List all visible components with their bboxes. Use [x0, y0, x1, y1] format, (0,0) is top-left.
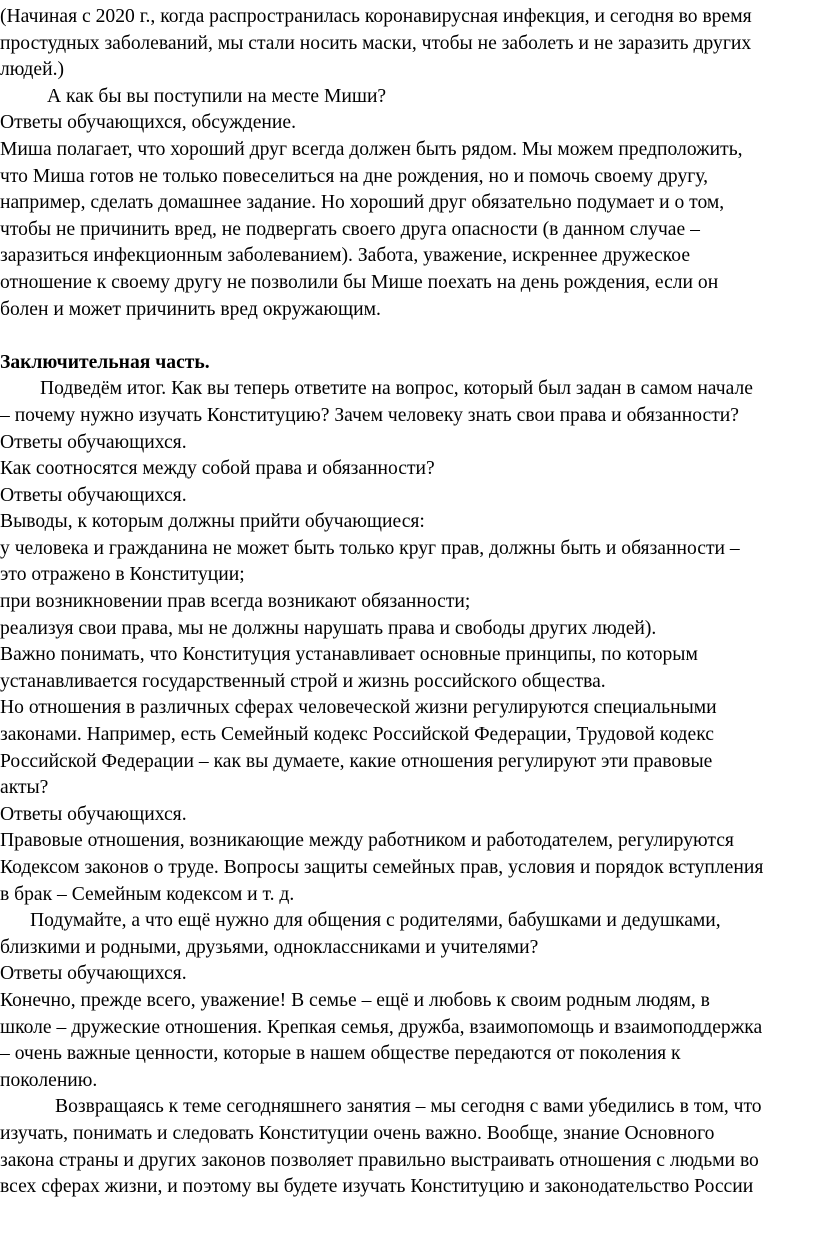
- misha-paragraph-line-5: заразиться инфекционным заболеванием). Забота, уважение, искреннее дружеское: [0, 245, 691, 267]
- return-line-1: Возвращаясь к теме сегодняшнего занятия – мы сегодня с вами убедились в том, что: [55, 1096, 762, 1118]
- respect-line-1: Конечно, прежде всего, уважение! В семье – ещё и любовь к своим родным людям, в: [0, 989, 710, 1011]
- conclusions-intro: Выводы, к которым должны прийти обучающиеся:: [0, 511, 425, 533]
- blank-line: [0, 323, 816, 350]
- constitution-line-2: устанавливается государственный строй и жизнь российского общества.: [0, 670, 606, 692]
- respect-line-4: поколению.: [0, 1069, 98, 1091]
- misha-paragraph-line-6: отношение к своему другу не позволили бы Мише поехать на день рождения, если он: [0, 271, 719, 293]
- codes-line-3: в брак – Семейным кодексом и т. д.: [0, 883, 295, 905]
- respect-line-2: школе – дружеские отношения. Крепкая семья, дружба, взаимопомощь и взаимоподдержка: [0, 1016, 763, 1038]
- summary-line-2: – почему нужно изучать Конституцию? Зачем человеку знать свои права и обязанности?: [0, 404, 739, 426]
- intro-line-1: (Начиная с 2020 г., когда распространилась коронавирусная инфекция, и сегодня во время: [0, 6, 752, 27]
- laws-line-4: акты?: [0, 777, 49, 799]
- conclusion-line-1: у человека и гражданина не может быть только круг прав, должны быть и обязанности –: [0, 537, 740, 559]
- intro-line-2: простудных заболеваний, мы стали носить маски, чтобы не заболеть и не заразить других: [0, 32, 752, 54]
- answers-1: Ответы обучающихся.: [0, 431, 187, 453]
- final-section-heading: Заключительная часть.: [0, 351, 210, 373]
- answers-discussion: Ответы обучающихся, обсуждение.: [0, 112, 297, 134]
- misha-paragraph-line-2: что Миша готов не только повеселиться на дне рождения, но и помочь своему другу,: [0, 165, 709, 187]
- answers-4: Ответы обучающихся.: [0, 963, 187, 985]
- return-line-3: закона страны и других законов позволяет правильно выстраивать отношения с людьми во: [0, 1149, 759, 1171]
- think-line-2: близкими и родными, друзьями, одноклассниками и учителями?: [0, 936, 539, 958]
- laws-line-2: законами. Например, есть Семейный кодекс Российской Федерации, Трудовой кодекс: [0, 724, 714, 746]
- conclusion-line-3: при возникновении прав всегда возникают обязанности;: [0, 591, 471, 613]
- summary-line-1: Подведём итог. Как вы теперь ответите на вопрос, который был задан в самом начале: [40, 378, 753, 400]
- conclusion-line-2: это отражено в Конституции;: [0, 564, 245, 586]
- misha-paragraph-line-1: Миша полагает, что хороший друг всегда должен быть рядом. Мы можем предположить,: [0, 138, 743, 160]
- question-misha: А как бы вы поступили на месте Миши?: [47, 85, 387, 107]
- return-line-2: изучать, понимать и следовать Конституции очень важно. Вообще, знание Основного: [0, 1122, 715, 1144]
- laws-line-3: Российской Федерации – как вы думаете, какие отношения регулируют эти правовые: [0, 750, 713, 772]
- return-line-4: всех сферах жизни, и поэтому вы будете изучать Конституцию и законодательство России: [0, 1176, 754, 1198]
- codes-line-2: Кодексом законов о труде. Вопросы защиты семейных прав, условия и порядок вступления: [0, 857, 764, 878]
- rights-question: Как соотносятся между собой права и обязанности?: [0, 458, 435, 480]
- intro-line-3: людей.): [0, 59, 64, 81]
- constitution-line-1: Важно понимать, что Конституция устанавливает основные принципы, по которым: [0, 644, 698, 666]
- answers-3: Ответы обучающихся.: [0, 803, 187, 825]
- respect-line-3: – очень важные ценности, которые в нашем обществе передаются от поколения к: [0, 1043, 681, 1065]
- misha-paragraph-line-7: болен и может причинить вред окружающим.: [0, 298, 381, 320]
- misha-paragraph-line-3: например, сделать домашнее задание. Но хороший друг обязательно подумает и о том,: [0, 192, 725, 214]
- codes-line-1: Правовые отношения, возникающие между работником и работодателем, регулируются: [0, 830, 734, 852]
- conclusion-line-4: реализуя свои права, мы не должны нарушать права и свободы других людей).: [0, 617, 657, 639]
- laws-line-1: Но отношения в различных сферах человеческой жизни регулируются специальными: [0, 697, 717, 719]
- think-line-1: Подумайте, а что ещё нужно для общения с родителями, бабушками и дедушками,: [30, 910, 721, 932]
- answers-2: Ответы обучающихся.: [0, 484, 187, 506]
- misha-paragraph-line-4: чтобы не причинить вред, не подвергать своего друга опасности (в данном случае –: [0, 218, 700, 240]
